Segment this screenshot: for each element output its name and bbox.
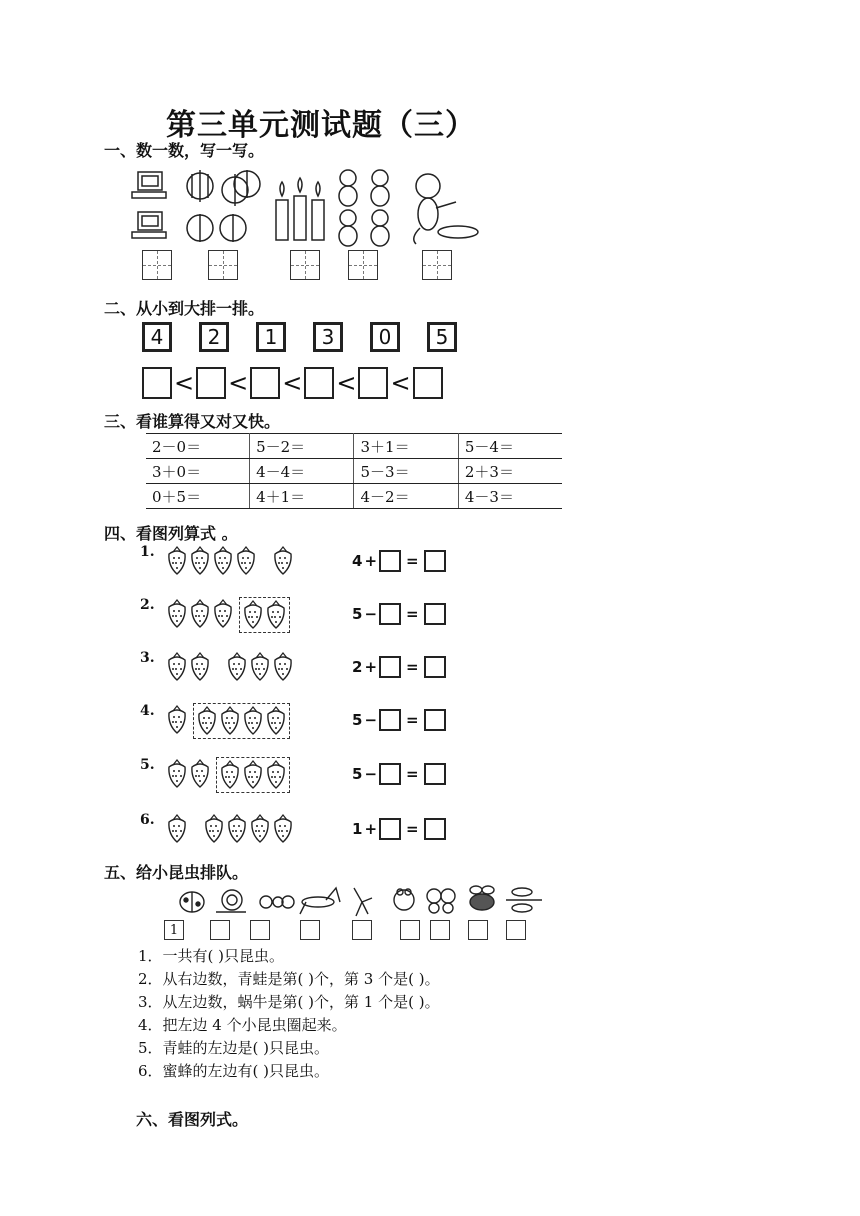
table-row (146, 459, 562, 484)
calc-table (146, 433, 562, 509)
problem-number: 3. (140, 650, 155, 666)
dragonfly-icon (506, 888, 542, 912)
order-box[interactable] (358, 367, 388, 399)
strawberry-icon (189, 652, 211, 682)
insect-box[interactable] (430, 920, 450, 940)
equation (352, 603, 446, 625)
answer-box-lanterns[interactable] (208, 250, 238, 280)
equation-answer-box[interactable] (379, 603, 401, 625)
computer-icon (132, 172, 166, 238)
strawberry-group-right (203, 814, 294, 844)
equation-answer-box[interactable] (379, 763, 401, 785)
insect-question: 6．蜜蜂的左边有( )只昆虫。 (138, 1062, 330, 1080)
order-box[interactable] (413, 367, 443, 399)
strawberry-icon (166, 759, 188, 789)
picture-problem (140, 544, 460, 580)
equation-result-box[interactable] (424, 763, 446, 785)
picture-problem (140, 650, 460, 686)
strawberry-icon (189, 599, 211, 629)
equation-result-box[interactable] (424, 709, 446, 731)
order-box[interactable] (304, 367, 334, 399)
bear-icon (339, 170, 389, 246)
insect-row (176, 882, 546, 922)
strawberry-group-right (272, 546, 294, 576)
equation-result-box[interactable] (424, 550, 446, 572)
equation-result-box[interactable] (424, 603, 446, 625)
calc-cell[interactable]: 3＋1＝ (354, 434, 458, 459)
equation-result-box[interactable] (424, 818, 446, 840)
candle-icon (276, 178, 324, 240)
equals-sign: = (406, 552, 419, 570)
picture-problem (140, 812, 460, 848)
insect-question: 1．一共有( )只昆虫。 (138, 947, 285, 965)
less-than-sign: < (282, 369, 303, 397)
equals-sign: = (406, 605, 419, 623)
count-answer-boxes (142, 250, 452, 280)
strawberry-icon (235, 546, 257, 576)
equation-operator: − (364, 765, 378, 783)
table-row (146, 484, 562, 509)
number-card: 1 (256, 322, 286, 352)
strawberry-icon (265, 760, 287, 790)
number-card: 3 (313, 322, 343, 352)
equation (352, 709, 446, 731)
strawberry-icon (219, 760, 241, 790)
less-than-sign: < (390, 369, 411, 397)
insect-answer-boxes (164, 920, 526, 940)
equation (352, 818, 446, 840)
equation-operator: + (364, 552, 378, 570)
strawberry-group-circled (239, 597, 290, 633)
calc-cell[interactable]: 5－4＝ (458, 434, 562, 459)
equation-operand: 4 (352, 552, 363, 570)
number-card: 0 (370, 322, 400, 352)
picture-problem (140, 703, 460, 739)
section-6-heading: 六、看图列式。 (136, 1110, 249, 1129)
problem-number: 4. (140, 703, 155, 719)
strawberry-group-right (226, 652, 294, 682)
calc-cell[interactable]: 4－3＝ (458, 484, 562, 509)
counting-pictures-svg (130, 168, 480, 248)
strawberry-icon (166, 599, 188, 629)
equation (352, 763, 446, 785)
strawberry-icon (265, 600, 287, 630)
calc-cell[interactable]: 3＋0＝ (146, 459, 250, 484)
strawberry-group-left (166, 705, 188, 735)
equation-operator: − (364, 711, 378, 729)
insect-question: 4．把左边 4 个小昆虫圈起来。 (138, 1016, 347, 1034)
ordering-row (142, 367, 443, 399)
insect-box[interactable] (250, 920, 270, 940)
number-card: 4 (142, 322, 172, 352)
equation-operand: 1 (352, 820, 363, 838)
strawberry-group-left (166, 546, 257, 576)
answer-box-bears[interactable] (348, 250, 378, 280)
problem-number: 2. (140, 597, 155, 613)
insect-question: 2．从右边数，青蛙是第( )个，第 3 个是( )。 (138, 970, 440, 988)
lantern-icon (187, 170, 260, 242)
equation-operand: 5 (352, 711, 363, 729)
strawberry-icon (189, 546, 211, 576)
section-2-heading: 二、从小到大排一排。 (104, 299, 265, 318)
insect-box[interactable] (352, 920, 372, 940)
equation-answer-box[interactable] (379, 656, 401, 678)
insect-box[interactable] (400, 920, 420, 940)
insect-questions (138, 945, 440, 1083)
page-title: 第三单元测试题（三） (166, 108, 476, 143)
calc-cell[interactable]: 5－2＝ (250, 434, 354, 459)
strawberry-icon (242, 600, 264, 630)
equation (352, 656, 446, 678)
equals-sign: = (406, 658, 419, 676)
calc-cell[interactable]: 0＋5＝ (146, 484, 250, 509)
strawberry-icon (272, 652, 294, 682)
less-than-sign: < (228, 369, 249, 397)
calc-cell[interactable]: 2＋3＝ (458, 459, 562, 484)
strawberry-icon (272, 814, 294, 844)
table-row (146, 434, 562, 459)
answer-box-monkey[interactable] (422, 250, 452, 280)
calc-cell[interactable]: 5－3＝ (354, 459, 458, 484)
less-than-sign: < (336, 369, 357, 397)
insect-box[interactable] (506, 920, 526, 940)
strawberry-icon (166, 705, 188, 735)
strawberry-icon (249, 814, 271, 844)
strawberry-icon (242, 706, 264, 736)
problem-number: 5. (140, 757, 155, 773)
section-1-heading: 一、数一数，写一写。 (104, 141, 265, 160)
order-box[interactable] (196, 367, 226, 399)
strawberry-icon (265, 706, 287, 736)
order-box[interactable] (142, 367, 172, 399)
strawberry-icon (166, 546, 188, 576)
strawberry-icon (189, 759, 211, 789)
insect-question: 3．从左边数，蜗牛是第( )个，第 1 个是( )。 (138, 993, 440, 1011)
strawberry-group-circled (193, 703, 290, 739)
strawberry-icon (196, 706, 218, 736)
calc-cell[interactable]: 4－2＝ (354, 484, 458, 509)
calc-cell[interactable]: 4－4＝ (250, 459, 354, 484)
grasshopper-icon (300, 888, 340, 914)
equation-answer-box[interactable] (379, 550, 401, 572)
strawberry-icon (203, 814, 225, 844)
strawberry-icon (166, 814, 188, 844)
ant-icon (260, 896, 294, 908)
strawberry-group-left (166, 599, 234, 629)
problem-number: 1. (140, 544, 155, 560)
number-cards (142, 322, 457, 352)
ladybug-icon (180, 892, 204, 912)
section-4-heading: 四、看图列算式 。 (104, 524, 238, 543)
number-card: 5 (427, 322, 457, 352)
strawberry-icon (226, 814, 248, 844)
strawberry-icon (219, 706, 241, 736)
strawberry-icon (166, 652, 188, 682)
insect-box[interactable] (300, 920, 320, 940)
number-card: 2 (199, 322, 229, 352)
equation-result-box[interactable] (424, 656, 446, 678)
mantis-icon (354, 888, 372, 916)
answer-box-computers[interactable] (142, 250, 172, 280)
equation-operator: + (364, 658, 378, 676)
equation-operator: − (364, 605, 378, 623)
insect-row-svg (176, 882, 546, 918)
calc-cell[interactable]: 4＋1＝ (250, 484, 354, 509)
butterfly-icon (427, 889, 455, 913)
insect-box[interactable] (468, 920, 488, 940)
equation-answer-box[interactable] (379, 818, 401, 840)
monkey-icon (414, 174, 478, 244)
answer-box-candles[interactable] (290, 250, 320, 280)
snail-icon (216, 890, 246, 912)
bee-icon (470, 886, 494, 910)
problem-number: 6. (140, 812, 155, 828)
equation-operator: + (364, 820, 378, 838)
section-3-heading: 三、看谁算得又对又快。 (104, 412, 281, 431)
strawberry-group-circled (216, 757, 290, 793)
strawberry-icon (212, 546, 234, 576)
calc-cell[interactable]: 2－0＝ (146, 434, 250, 459)
less-than-sign: < (174, 369, 195, 397)
strawberry-icon (212, 599, 234, 629)
order-box[interactable] (250, 367, 280, 399)
strawberry-icon (242, 760, 264, 790)
strawberry-group-left (166, 759, 211, 789)
insect-box[interactable] (210, 920, 230, 940)
counting-pictures (130, 168, 480, 248)
section-5-heading: 五、给小昆虫排队。 (104, 863, 249, 882)
equals-sign: = (406, 820, 419, 838)
equals-sign: = (406, 711, 419, 729)
equation-operand: 5 (352, 605, 363, 623)
strawberry-group-left (166, 814, 188, 844)
insect-box: 1 (164, 920, 184, 940)
strawberry-icon (272, 546, 294, 576)
equation-answer-box[interactable] (379, 709, 401, 731)
equation-operand: 2 (352, 658, 363, 676)
strawberry-icon (226, 652, 248, 682)
equation (352, 550, 446, 572)
picture-problem (140, 757, 460, 793)
equals-sign: = (406, 765, 419, 783)
picture-problem (140, 597, 460, 633)
insect-question: 5．青蛙的左边是( )只昆虫。 (138, 1039, 330, 1057)
equation-operand: 5 (352, 765, 363, 783)
strawberry-group-left (166, 652, 211, 682)
strawberry-icon (249, 652, 271, 682)
frog-icon (394, 889, 414, 910)
